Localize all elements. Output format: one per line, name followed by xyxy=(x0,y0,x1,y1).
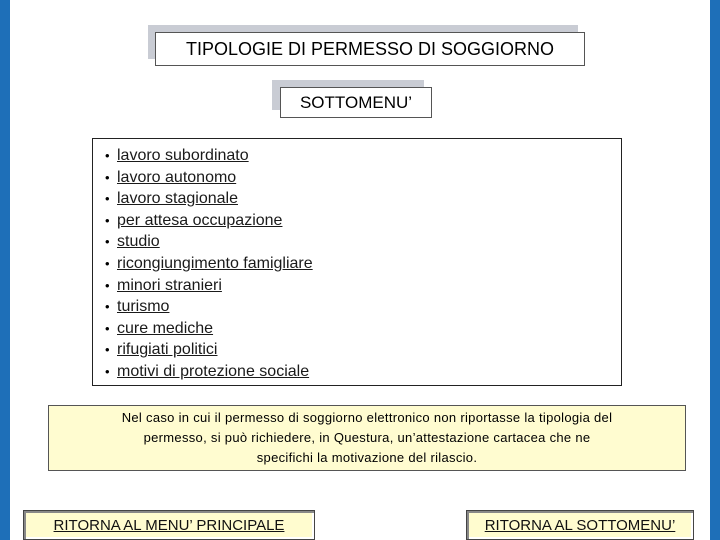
link-turismo[interactable]: turismo xyxy=(117,298,170,316)
note-line: specifichi la motivazione del rilascio. xyxy=(256,450,478,465)
bullet-icon: • xyxy=(105,320,110,336)
bullet-icon: • xyxy=(105,255,110,271)
list-item xyxy=(105,167,621,189)
link-attesa-occupazione[interactable]: per attesa occupazione xyxy=(117,211,283,229)
bullet-icon: • xyxy=(105,342,110,358)
list-item xyxy=(105,361,621,383)
link-lavoro-autonomo[interactable]: lavoro autonomo xyxy=(117,168,237,186)
right-border xyxy=(710,0,720,540)
link-ricongiungimento-famigliare[interactable]: ricongiungimento famigliare xyxy=(117,254,313,272)
back-to-main-menu-button[interactable]: RITORNA AL MENU’ PRINCIPALE xyxy=(23,510,315,540)
bullet-icon: • xyxy=(105,299,110,315)
link-cure-mediche[interactable]: cure mediche xyxy=(117,319,214,337)
link-protezione-sociale[interactable]: motivi di protezione sociale xyxy=(117,362,310,380)
page-title: TIPOLOGIE DI PERMESSO DI SOGGIORNO xyxy=(155,32,585,66)
note-line: Nel caso in cui il permesso di soggiorno elettronico non riportasse la tipologia del xyxy=(121,410,613,425)
list-item xyxy=(105,210,621,232)
list-item xyxy=(105,188,621,210)
bullet-icon: • xyxy=(105,277,110,293)
info-note xyxy=(48,405,686,471)
list-item xyxy=(105,231,621,253)
title-panel xyxy=(148,25,585,66)
list-item xyxy=(105,296,621,318)
bullet-icon: • xyxy=(105,191,110,207)
note-line: permesso, si può richiedere, in Questura, un’attestazione cartacea che ne xyxy=(143,430,591,445)
bullet-icon: • xyxy=(105,363,110,379)
bullet-icon: • xyxy=(105,234,110,250)
list-item xyxy=(105,339,621,361)
link-lavoro-stagionale[interactable]: lavoro stagionale xyxy=(117,190,238,208)
left-border xyxy=(0,0,10,540)
permit-type-list xyxy=(92,138,622,386)
list-item xyxy=(105,145,621,167)
subtitle-panel xyxy=(272,80,432,118)
list-item xyxy=(105,253,621,275)
bullet-icon: • xyxy=(105,212,110,228)
list-item xyxy=(105,318,621,340)
submenu-title: SOTTOMENU’ xyxy=(280,87,432,118)
bullet-icon: • xyxy=(105,169,110,185)
list-item xyxy=(105,275,621,297)
link-minori-stranieri[interactable]: minori stranieri xyxy=(117,276,222,294)
back-to-submenu-button[interactable]: RITORNA AL SOTTOMENU’ xyxy=(466,510,694,540)
bullet-icon: • xyxy=(105,148,110,163)
link-studio[interactable]: studio xyxy=(117,233,160,251)
link-lavoro-subordinato[interactable]: lavoro subordinato xyxy=(117,147,249,164)
link-rifugiati-politici[interactable]: rifugiati politici xyxy=(117,341,218,359)
